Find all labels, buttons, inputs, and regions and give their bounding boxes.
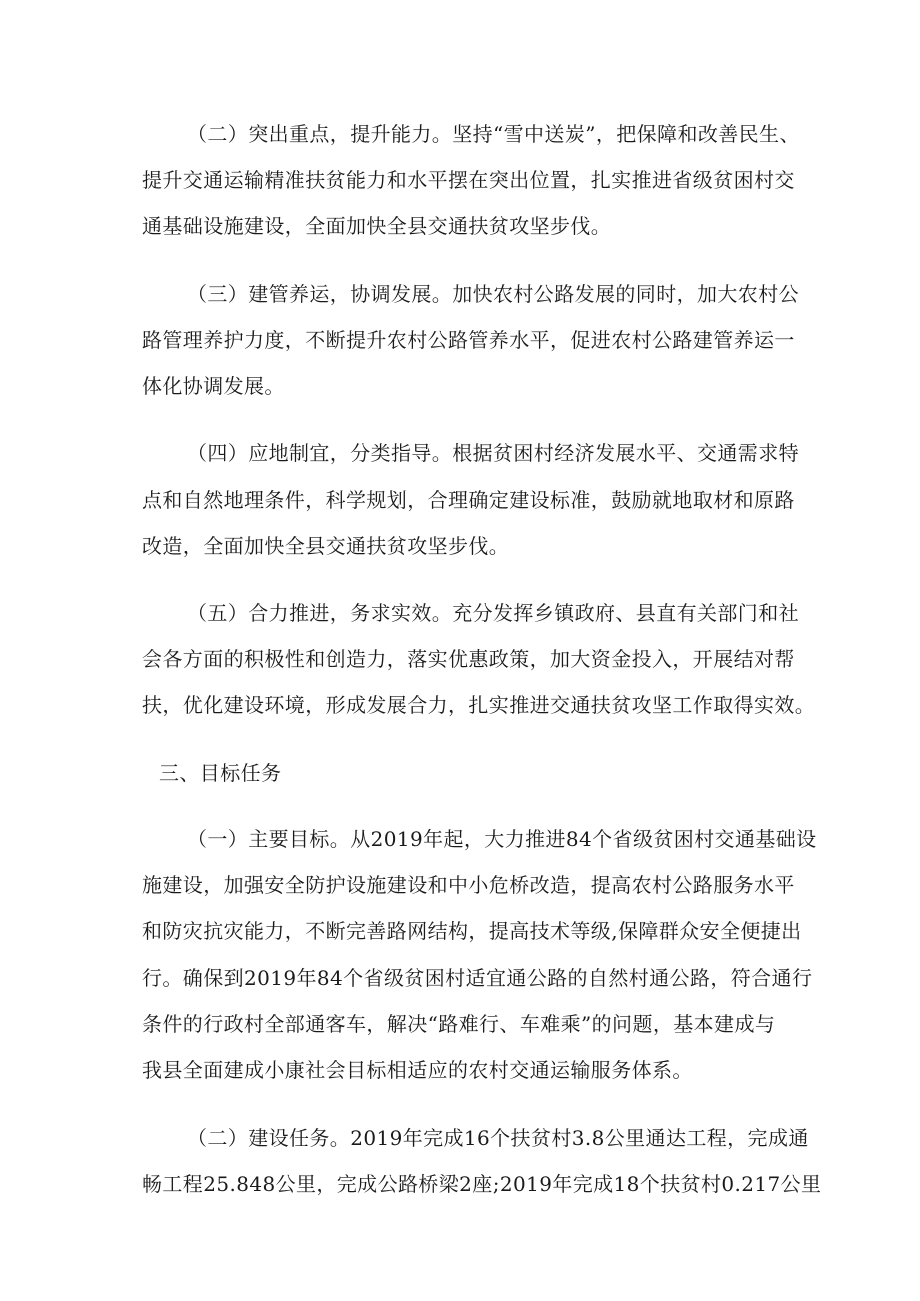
text-line: （一）主要目标。从2019年起，大力推进84个省级贫困村交通基础设 bbox=[187, 827, 817, 851]
text-line: （二）突出重点，提升能力。坚持“雪中送炭”，把保障和改善民生、 bbox=[187, 122, 800, 146]
text-line: 扶，优化建设环境，形成发展合力，扎实推进交通扶贫攻坚工作取得实效。 bbox=[142, 693, 816, 717]
text-line: 条件的行政村全部通客车，解决“路难行、车难乘”的问题，基本建成与 bbox=[142, 1012, 776, 1036]
text-line: 和防灾抗灾能力，不断完善路网结构，提高技术等级,保障群众安全便捷出 bbox=[142, 919, 802, 943]
text-line: 施建设，加强安全防护设施建设和中小危桥改造，提高农村公路服务水平 bbox=[142, 873, 795, 897]
text-line: （五）合力推进，务求实效。充分发挥乡镇政府、县直有关部门和社 bbox=[187, 601, 799, 625]
text-line: 我县全面建成小康社会目标相适应的农村交通运输服务体系。 bbox=[142, 1058, 693, 1082]
section-heading: 三、目标任务 bbox=[159, 761, 282, 785]
text-line: （四）应地制宜，分类指导。根据贫困村经济发展水平、交通需求特 bbox=[187, 441, 799, 465]
text-line: 点和自然地理条件，科学规划，合理确定建设标准，鼓励就地取材和原路 bbox=[142, 488, 795, 512]
text-line: 畅工程25.848公里，完成公路桥梁2座;2019年完成18个扶贫村0.217公里 bbox=[142, 1172, 822, 1196]
text-line: （二）建设任务。2019年完成16个扶贫村3.8公里通达工程，完成通 bbox=[187, 1126, 809, 1150]
text-line: 改造，全面加快全县交通扶贫攻坚步伐。 bbox=[142, 534, 510, 558]
text-line: 体化协调发展。 bbox=[142, 374, 285, 398]
text-line: 行。确保到2019年84个省级贫困村适宜通公路的自然村通公路，符合通行 bbox=[142, 966, 813, 990]
text-line: 路管理养护力度，不断提升农村公路管养水平，促进农村公路建管养运一 bbox=[142, 328, 795, 352]
text-line: 通基础设施建设，全面加快全县交通扶贫攻坚步伐。 bbox=[142, 214, 612, 238]
text-line: 提升交通运输精准扶贫能力和水平摆在突出位置，扎实推进省级贫困村交 bbox=[142, 168, 795, 192]
text-line: （三）建管养运，协调发展。加快农村公路发展的同时，加大农村公 bbox=[187, 282, 799, 306]
text-line: 会各方面的积极性和创造力，落实优惠政策，加大资金投入，开展结对帮 bbox=[142, 647, 795, 671]
